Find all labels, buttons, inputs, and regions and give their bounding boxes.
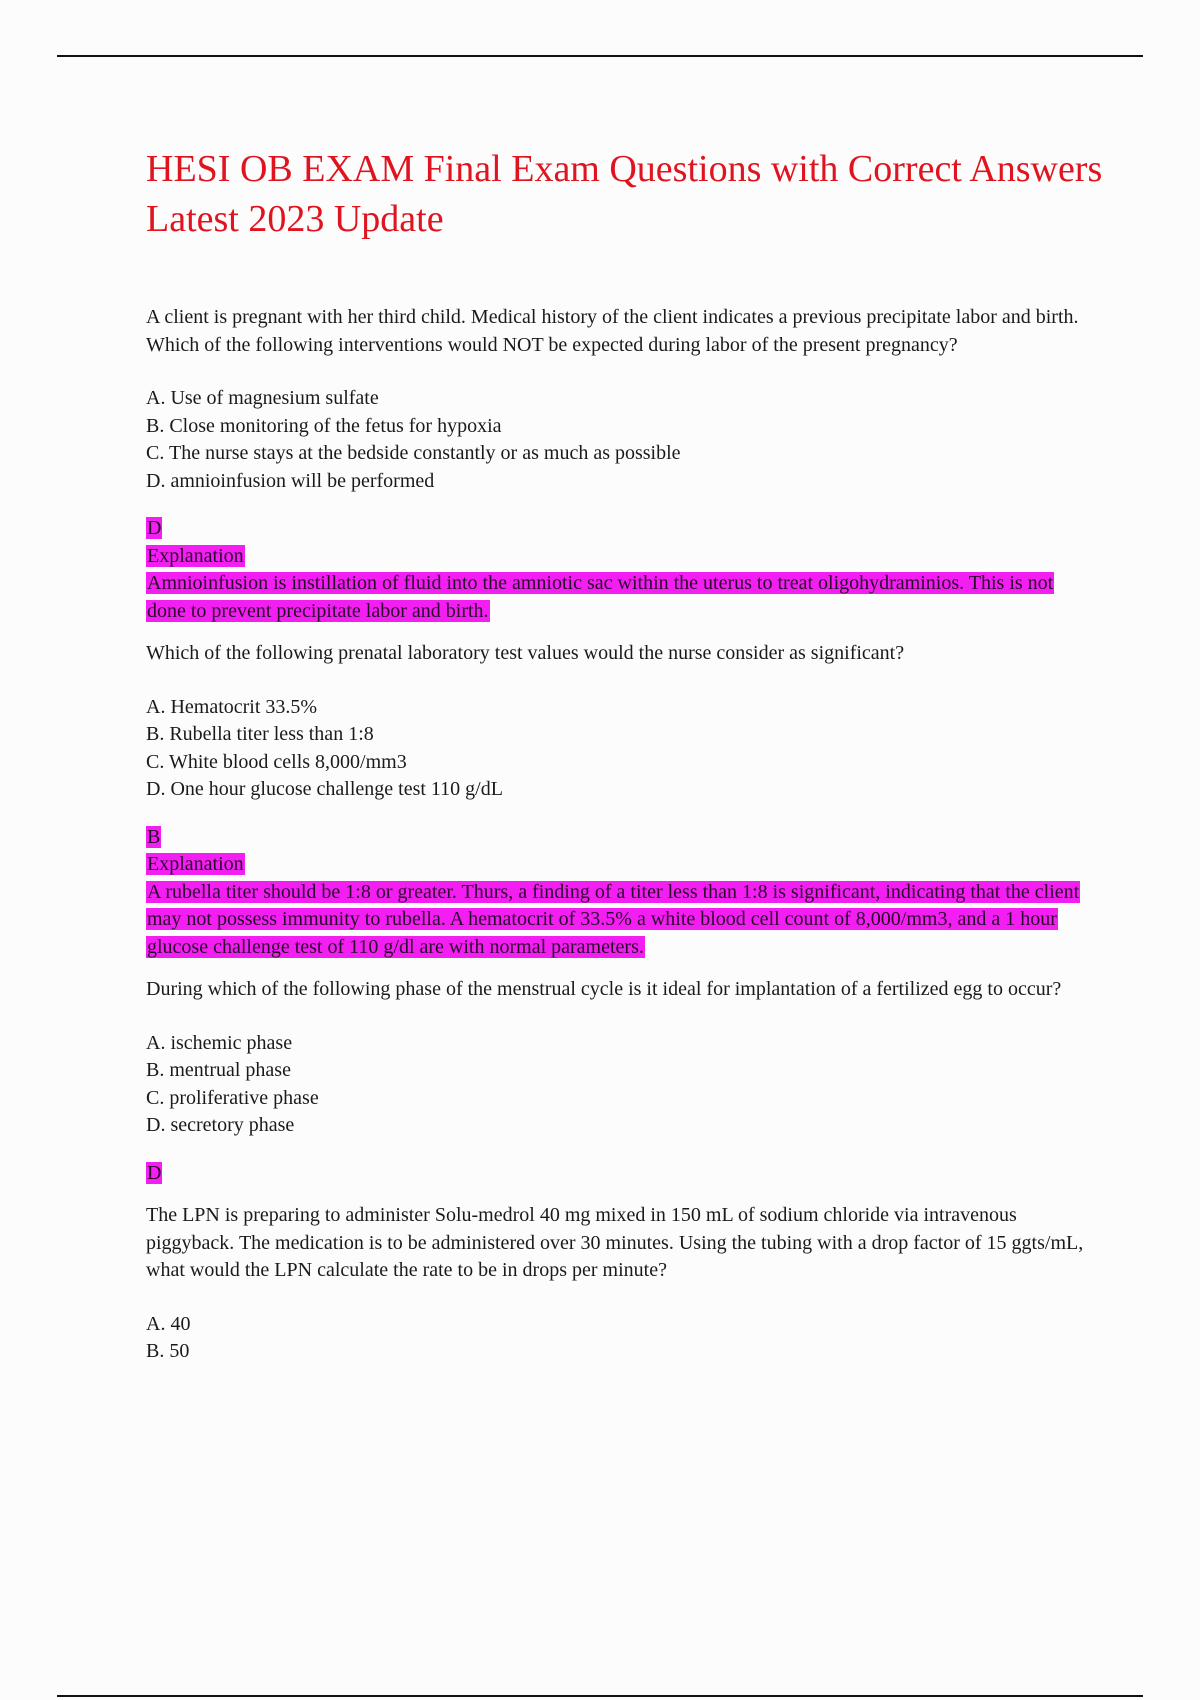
option-b: B. 50 — [146, 1340, 190, 1362]
document-title: HESI OB EXAM Final Exam Questions with Correct Answers Latest 2023 Update — [146, 148, 1103, 240]
option-b: B. Close monitoring of the fetus for hypoxia — [146, 414, 502, 437]
option-c: C. White blood cells 8,000/mm3 — [146, 750, 407, 773]
question-text: A client is pregnant with her third child. Medical history of the client indicates a previous precipitate labor and birth. Which of the following interventions would NOT be expected during labor of the present pregnancy? — [146, 306, 1079, 356]
question-block-1 — [146, 304, 1096, 625]
option-c: C. proliferative phase — [146, 1086, 319, 1109]
option-d: D. One hour glucose challenge test 110 g/dL — [146, 778, 503, 800]
correct-answer: D — [147, 517, 162, 539]
question-block-4 — [146, 1202, 1096, 1366]
option-c: C. The nurse stays at the bedside constantly or as much as possible — [146, 442, 681, 464]
question-text: Which of the following prenatal laboratory test values would the nurse consider as significant? — [146, 642, 905, 664]
answer-options — [146, 1311, 1096, 1366]
option-b: B. mentrual phase — [146, 1059, 291, 1081]
correct-answer: D — [147, 1161, 162, 1184]
answer-explanation-block — [146, 824, 1096, 962]
explanation-label: Explanation — [147, 853, 244, 875]
correct-answer: B — [147, 825, 161, 848]
answer-options — [146, 1030, 1096, 1140]
explanation-text: Amnioinfusion is instillation of fluid into the amniotic sac within the uterus to treat oligohydraminios. This is not done to prevent precipitate labor and birth. — [147, 572, 1054, 622]
option-d: D. amnioinfusion will be performed — [146, 469, 435, 492]
question-text: The LPN is preparing to administer Solu-medrol 40 mg mixed in 150 mL of sodium chloride via intravenous piggyback. The medication is to be administered over 30 minutes. Using the tubing with a drop factor of 15 ggts/mL, what would the LPN calculate the rate to be in drops per minute? — [146, 1204, 1084, 1281]
answer-explanation-block — [146, 1160, 1096, 1188]
question-block-2 — [146, 640, 1096, 961]
answer-explanation-block — [146, 515, 1096, 625]
option-a: A. Hematocrit 33.5% — [146, 695, 318, 718]
header-rule — [57, 55, 1143, 57]
footer-rule — [57, 1695, 1143, 1697]
option-a: A. ischemic phase — [146, 1031, 293, 1054]
explanation-label: Explanation — [147, 544, 244, 567]
option-b: B. Rubella titer less than 1:8 — [146, 723, 374, 745]
document-body — [146, 304, 1096, 1386]
answer-options — [146, 385, 1096, 495]
explanation-text: A rubella titer should be 1:8 or greater. Thurs, a finding of a titer less than 1:8 is significant, indicating that the client may not possess immunity to rubella. A hematocrit of 33.5% a white blood cell count of 8,000/mm3, and a 1 hour glucose challenge test of 110 g/dl are with normal parameters. — [147, 880, 1080, 958]
question-block-3 — [146, 976, 1096, 1187]
option-d: D. secretory phase — [146, 1114, 295, 1136]
question-text: During which of the following phase of the menstrual cycle is it ideal for implantation of a fertilized egg to occur? — [146, 978, 1062, 1000]
option-a: A. Use of magnesium sulfate — [146, 387, 379, 409]
option-a: A. 40 — [146, 1312, 191, 1335]
answer-options — [146, 694, 1096, 804]
